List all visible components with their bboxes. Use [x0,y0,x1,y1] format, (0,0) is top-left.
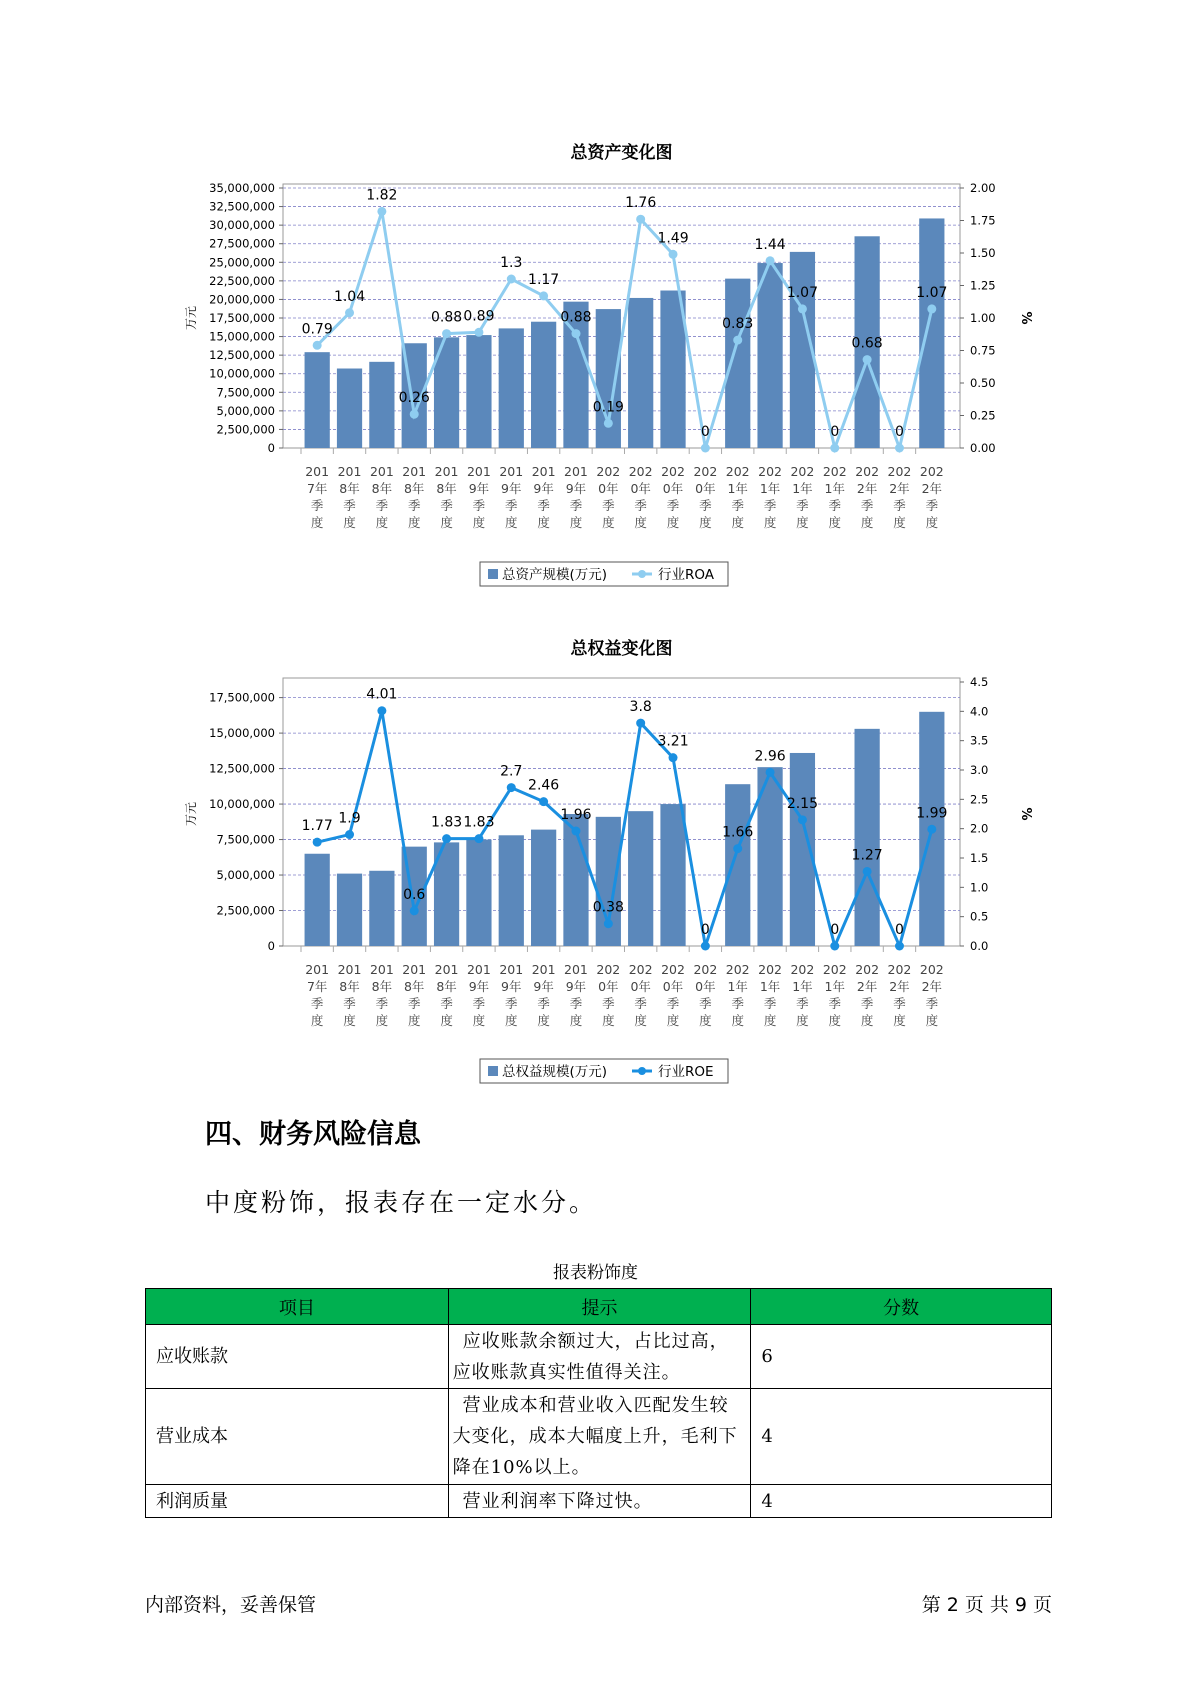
x-tick-label: 201 8年季度 [337,962,362,1028]
line-point [766,768,775,777]
y-tick-label: 30,000,000 [209,218,275,233]
y-tick-label: 10,000,000 [209,797,275,812]
point-label: 1.99 [916,805,948,822]
y-tick-label: 22,500,000 [209,273,275,288]
bar [919,218,944,448]
point-label: 0.38 [592,899,624,916]
line-point [830,444,839,453]
line-point [766,256,775,265]
risk-summary: 中度粉饰，报表存在一定水分。 [205,1188,598,1217]
x-tick-label: 201 9年季度 [499,464,524,530]
x-tick-label: 202 1年季度 [822,962,847,1028]
point-label: 1.96 [560,807,592,824]
page-mid: 页 共 [964,1594,1009,1616]
line-point [410,410,419,419]
y2-tick-label: 0.75 [970,343,996,358]
y2-tick-label: 0.0 [970,939,989,953]
y-tick-label: 12,500,000 [209,348,275,363]
total-equity-chart [0,610,1191,1104]
x-tick-label: 202 2年季度 [919,962,944,1028]
point-label: 0.68 [851,335,883,352]
table-row [146,1389,1052,1485]
bar [531,830,556,946]
bar [466,840,491,946]
legend-bar-swatch [488,1066,498,1076]
x-tick-label: 202 1年季度 [790,962,815,1028]
x-tick-label: 201 8年季度 [434,464,459,530]
x-tick-label: 202 0年季度 [596,464,621,530]
row-score: 4 [751,1485,1052,1518]
x-tick-label: 201 9年季度 [531,464,556,530]
y-tick-label: 15,000,000 [209,329,275,344]
x-tick-label: 201 9年季度 [531,962,556,1028]
y-axis-label: 万元 [184,801,198,827]
point-label: 1.07 [786,284,819,301]
y2-tick-label: 4.5 [970,675,989,689]
row-item: 营业成本 [146,1389,449,1485]
x-tick-label: 201 8年季度 [369,464,394,530]
x-tick-label: 201 8年季度 [369,962,394,1028]
y-tick-label: 0 [267,441,275,455]
total-assets-chart-svg [0,0,1191,600]
total-equity-chart-svg [0,610,1191,1100]
point-label: 0.88 [560,309,592,326]
point-label: 1.07 [916,284,948,301]
bar [337,874,362,946]
y2-tick-label: 1.5 [970,851,989,865]
x-tick-label: 202 2年季度 [887,962,912,1028]
point-label: 1.04 [333,288,366,305]
line-point [636,215,645,224]
y2-axis-label: % [1018,807,1033,821]
line-point [798,815,807,824]
bar [725,784,750,946]
bar [757,263,782,448]
y2-tick-label: 2.5 [970,792,989,807]
line-point [571,329,580,338]
point-label: 1.83 [430,814,463,831]
x-tick-label: 201 9年季度 [564,464,588,530]
y-tick-label: 35,000,000 [209,181,275,195]
line-point [927,304,936,313]
row-hint: 营业成本和营业收入匹配发生较大变化，成本大幅度上升，毛利下降在10%以上。 [448,1389,751,1485]
legend-bar-swatch [488,569,498,579]
x-tick-label: 201 8年季度 [337,464,362,530]
line-point [539,797,548,806]
row-hint: 营业利润率下降过快。 [448,1485,751,1518]
x-tick-label: 202 0年季度 [693,962,718,1028]
bar [628,811,653,946]
point-label: 1.83 [463,814,495,831]
line-point [701,444,710,453]
bar [725,279,750,448]
bar [499,328,524,448]
row-score: 6 [751,1325,1052,1389]
table-caption: 报表粉饰度 [553,1263,638,1283]
y2-tick-label: 1.75 [970,213,996,228]
footer-confidential: 内部资料，妥善保管 [145,1594,317,1616]
bar [369,871,394,946]
line-point [669,753,678,762]
point-label: 0 [700,424,710,440]
y2-tick-label: 1.00 [970,311,996,325]
line-point [377,207,386,216]
line-point [442,834,451,843]
line-point [604,419,613,428]
line-point [345,308,354,317]
point-label: 0.83 [722,316,754,333]
x-tick-label: 201 8年季度 [402,464,427,530]
point-label: 0 [895,922,904,938]
y-tick-label: 7,500,000 [216,832,275,847]
bar [628,298,653,448]
point-label: 1.66 [722,824,754,841]
legend-bar-label: 总权益规模(万元) [502,1064,608,1080]
point-label: 1.49 [657,230,689,247]
legend-line-marker [638,1067,646,1075]
point-label: 0.88 [430,309,463,326]
y2-tick-label: 4.0 [970,704,989,719]
x-tick-label: 202 0年季度 [661,464,685,530]
y-tick-label: 32,500,000 [209,199,275,214]
page-suffix: 页 [1032,1594,1052,1616]
x-tick-label: 202 0年季度 [661,962,685,1028]
bar [466,335,491,448]
x-tick-label: 202 1年季度 [758,962,783,1028]
y2-tick-label: 0.25 [970,408,996,423]
y2-tick-label: 0.50 [970,376,996,390]
total-assets-chart [0,0,1191,604]
x-tick-label: 202 0年季度 [596,962,621,1028]
y-axis-label: 万元 [184,305,198,331]
line-point [571,827,580,836]
point-label: 0 [830,922,840,938]
legend-line-label: 行业ROE [658,1064,714,1080]
x-tick-label: 202 2年季度 [855,962,880,1028]
point-label: 0.26 [398,390,430,407]
page-prefix: 第 [921,1594,941,1616]
x-tick-label: 201 7年季度 [305,464,330,530]
x-tick-label: 201 9年季度 [466,464,491,530]
point-label: 1.44 [754,236,786,253]
point-label: 3.21 [657,733,689,750]
table-row [146,1485,1052,1518]
table-header-row [146,1289,1052,1325]
y2-tick-label: 2.0 [970,821,989,836]
x-tick-label: 202 2年季度 [919,464,944,530]
bar [369,362,394,448]
chart-title: 总资产变化图 [570,143,673,163]
y-tick-label: 2,500,000 [216,422,275,437]
y-tick-label: 12,500,000 [209,761,275,776]
x-tick-label: 202 1年季度 [758,464,783,530]
y2-tick-label: 3.0 [970,763,989,777]
y-tick-label: 17,500,000 [209,690,275,705]
y-tick-label: 0 [267,939,275,953]
x-tick-label: 201 9年季度 [564,962,588,1028]
line-point [798,304,807,313]
line-point [830,942,839,951]
legend-bar-label: 总资产规模(万元) [502,567,608,583]
chart-title: 总权益变化图 [570,639,673,659]
bar [305,352,330,448]
point-label: 0 [700,922,710,938]
y-tick-label: 2,500,000 [216,903,275,918]
header-score: 分数 [751,1289,1052,1325]
header-item: 项目 [146,1289,449,1325]
bar [855,729,880,946]
point-label: 0.79 [301,321,333,338]
x-tick-label: 202 1年季度 [725,464,750,530]
point-label: 0.19 [592,399,624,416]
y2-tick-label: 1.0 [970,880,989,895]
line-point [863,355,872,364]
y-tick-label: 27,500,000 [209,236,275,251]
line-point [895,942,904,951]
line-point [636,719,645,728]
legend-line-label: 行业ROA [658,567,715,583]
x-tick-label: 202 0年季度 [693,464,718,530]
y-tick-label: 20,000,000 [209,292,275,307]
bar [660,804,685,946]
row-hint: 应收账款余额过大，占比过高，应收账款真实性值得关注。 [448,1325,751,1389]
line-point [669,250,678,259]
line-point [604,919,613,928]
x-tick-label: 202 0年季度 [628,962,653,1028]
line-point [539,291,548,300]
legend-line-marker [638,570,646,578]
bar [531,322,556,448]
line-point [863,867,872,876]
header-hint: 提示 [448,1289,751,1325]
y-tick-label: 5,000,000 [216,868,275,883]
point-label: 1.17 [528,271,560,288]
line-point [507,783,516,792]
point-label: 1.9 [338,810,361,827]
x-tick-label: 202 0年季度 [628,464,653,530]
line-point [701,942,710,951]
row-item: 应收账款 [146,1325,449,1389]
page-total: 9 [1014,1594,1027,1616]
bar [499,835,524,946]
y-tick-label: 17,500,000 [209,311,275,325]
y-tick-label: 10,000,000 [209,366,275,381]
x-tick-label: 201 9年季度 [499,962,524,1028]
table-row [146,1325,1052,1389]
point-label: 4.01 [366,686,398,703]
x-tick-label: 202 1年季度 [822,464,847,530]
x-tick-label: 202 2年季度 [887,464,912,530]
x-tick-label: 202 1年季度 [725,962,750,1028]
row-item: 利润质量 [146,1485,449,1518]
line-point [313,838,322,847]
y2-axis-label: % [1018,311,1033,325]
point-label: 0.6 [403,886,426,903]
point-label: 2.7 [500,763,523,780]
point-label: 2.15 [786,795,819,812]
x-tick-label: 202 2年季度 [855,464,880,530]
line-point [927,825,936,834]
point-label: 0.89 [463,308,495,325]
point-label: 1.82 [366,187,398,204]
page-number [916,1590,1052,1617]
bar [305,854,330,946]
line-point [345,830,354,839]
point-label: 0 [830,424,840,440]
y-tick-label: 7,500,000 [216,385,275,400]
y2-tick-label: 2.00 [970,181,996,195]
line-point [410,906,419,915]
line-point [377,706,386,715]
point-label: 2.46 [528,777,560,794]
line-point [507,275,516,284]
section-heading: 四、财务风险信息 [205,1119,421,1150]
line-point [442,329,451,338]
y2-tick-label: 0.00 [970,441,996,455]
line-point [733,336,742,345]
line-point [313,341,322,350]
row-score: 4 [751,1389,1052,1485]
line-point [474,328,483,337]
x-tick-label: 202 1年季度 [790,464,815,530]
y2-tick-label: 0.5 [970,909,989,924]
point-label: 3.8 [629,699,652,716]
y2-tick-label: 3.5 [970,733,989,748]
point-label: 1.77 [301,818,333,835]
whitewash-table [145,1288,1052,1518]
x-tick-label: 201 8年季度 [434,962,459,1028]
x-tick-label: 201 8年季度 [402,962,427,1028]
line-point [895,444,904,453]
y2-tick-label: 1.25 [970,278,996,293]
y-tick-label: 25,000,000 [209,255,275,270]
y-tick-label: 15,000,000 [209,726,275,741]
x-tick-label: 201 9年季度 [466,962,491,1028]
point-label: 1.3 [500,255,523,271]
line-point [474,834,483,843]
point-label: 1.76 [625,195,657,212]
x-tick-label: 201 7年季度 [305,962,330,1028]
point-label: 0 [895,424,904,440]
line-point [733,844,742,853]
bar [337,369,362,448]
y-tick-label: 5,000,000 [216,403,275,418]
y2-tick-label: 1.50 [970,246,996,260]
point-label: 2.96 [754,748,786,765]
point-label: 1.27 [851,847,883,864]
page-current: 2 [946,1594,959,1616]
